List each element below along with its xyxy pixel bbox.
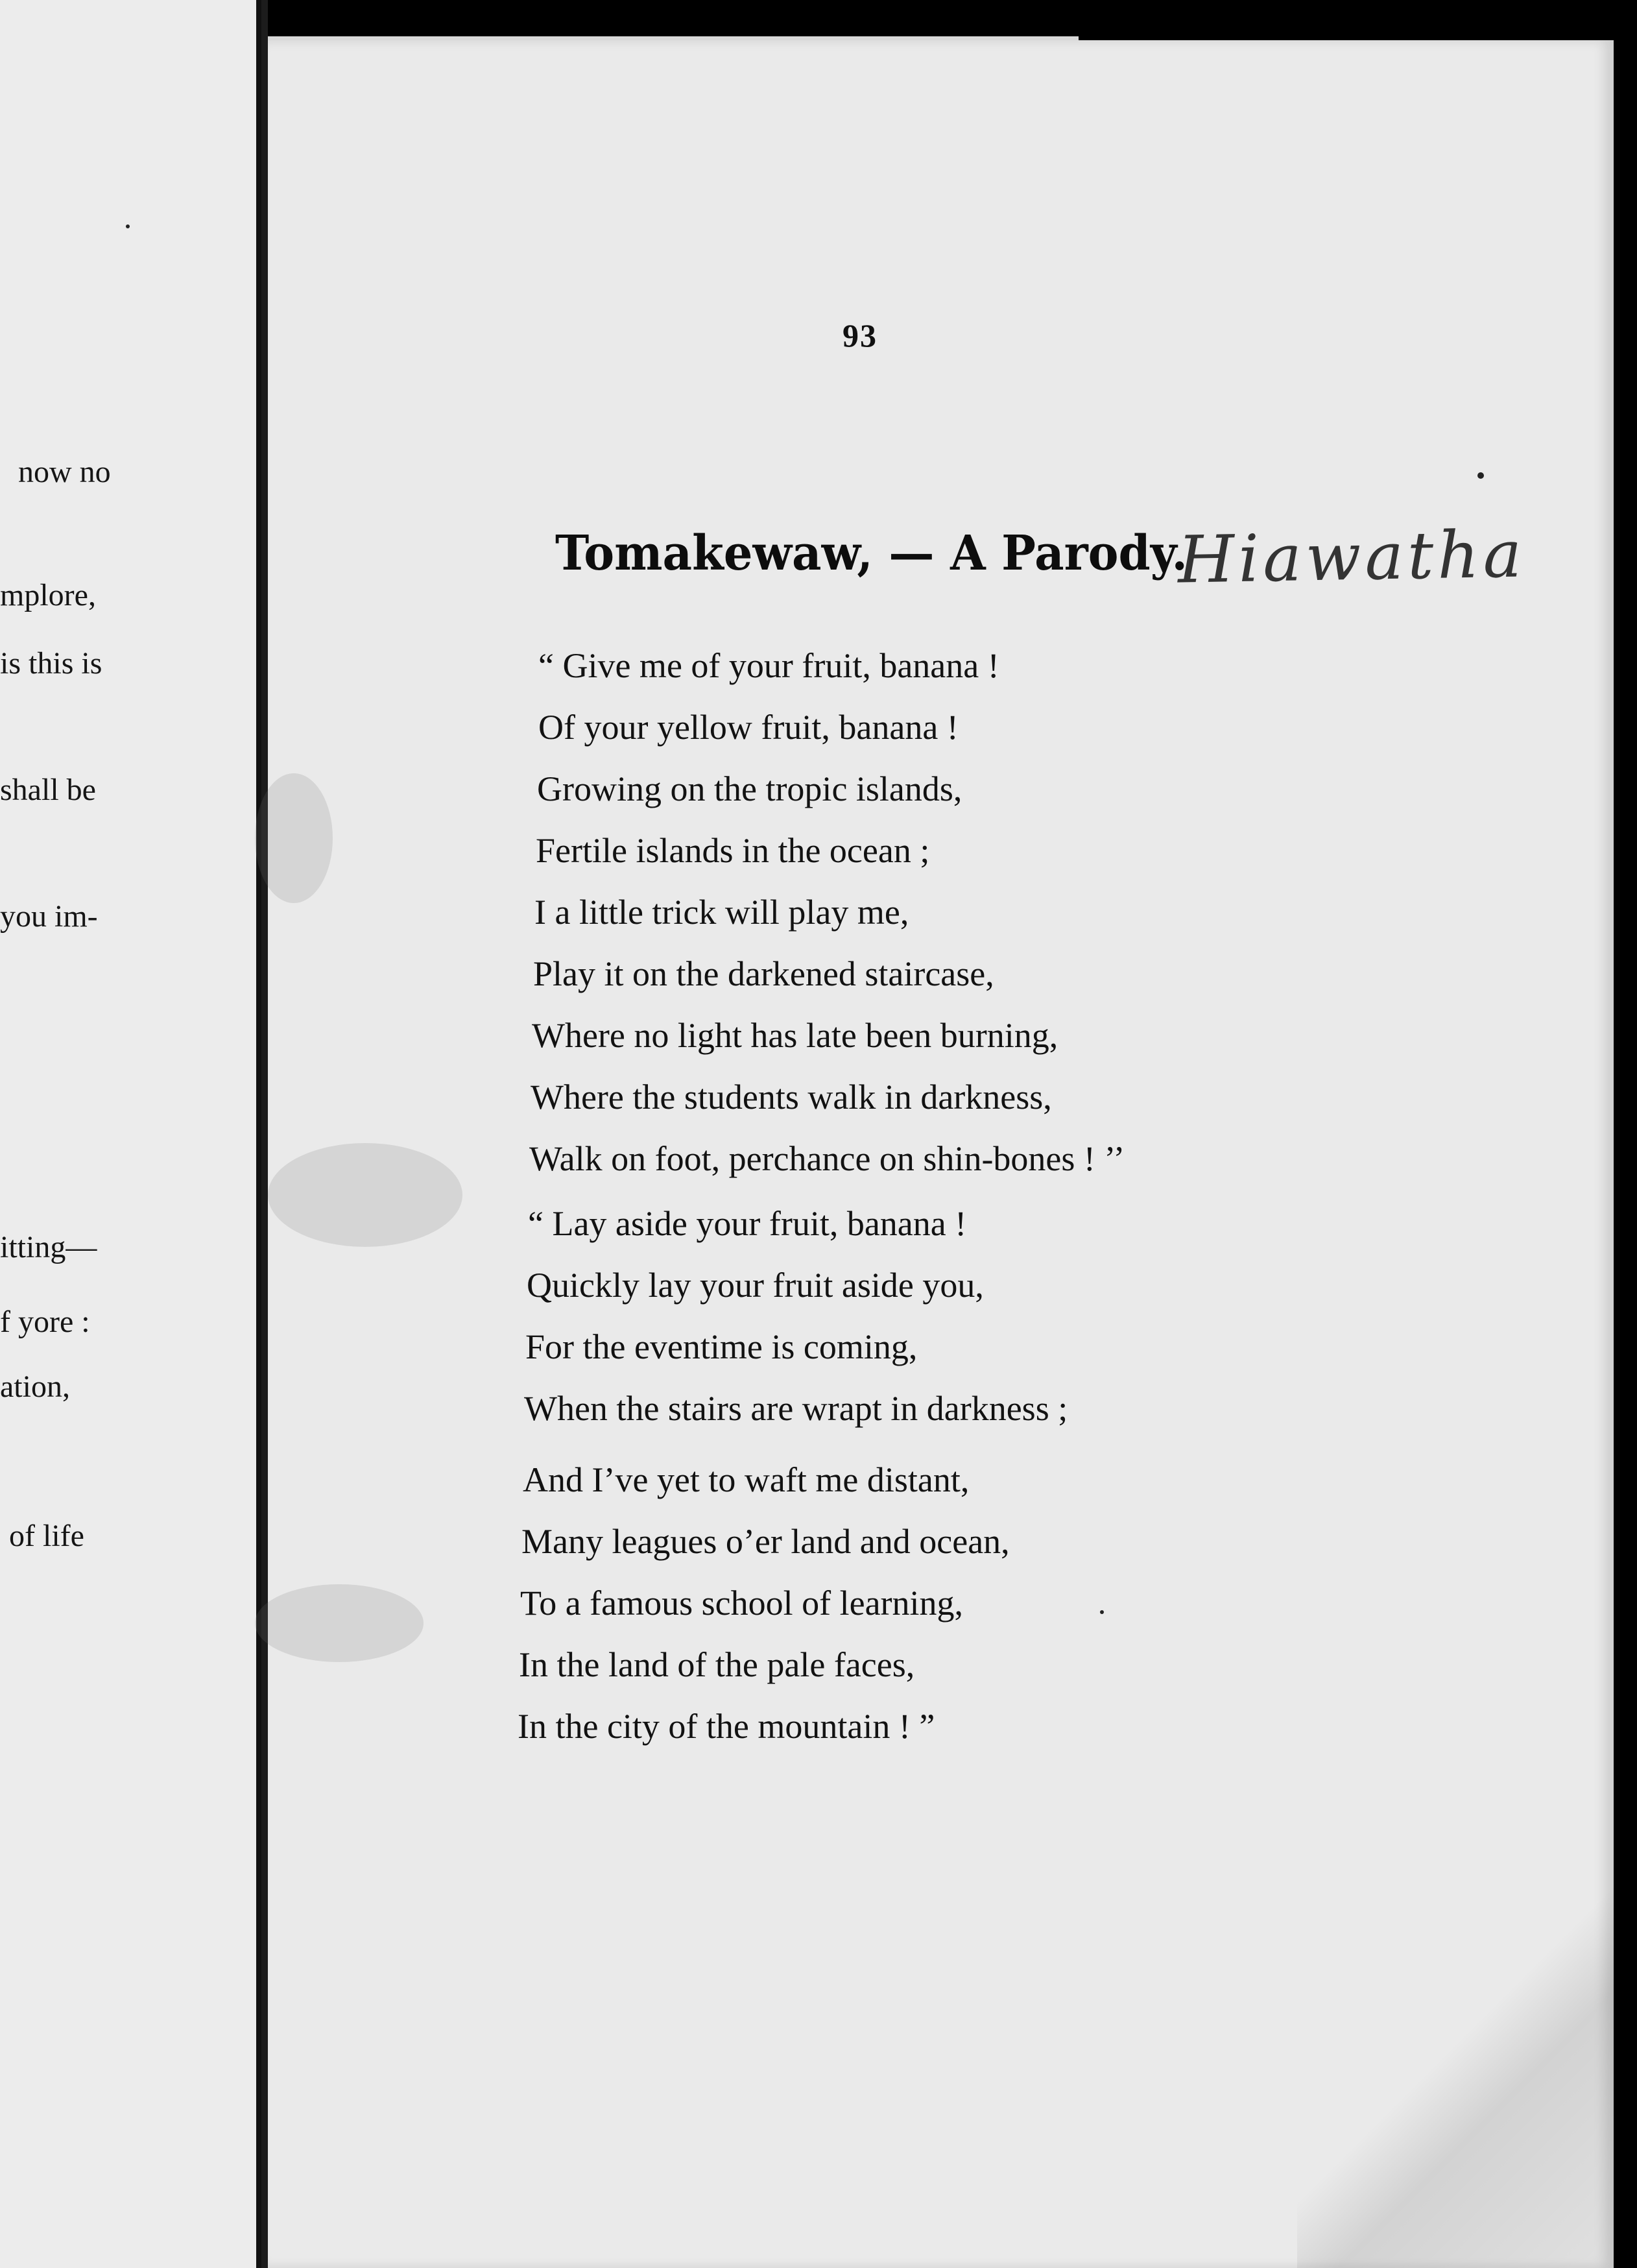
handwritten-annotation: Hiawatha [1177,516,1527,598]
poem-line: Quickly lay your fruit aside you, [527,1266,984,1305]
ink-speck [126,224,130,228]
poem-line: Many leagues o’er land and ocean, [521,1522,1010,1561]
left-page-line: is this is [0,646,102,681]
poem-line: In the city of the mountain ! ” [518,1707,935,1746]
left-page-line: you im- [0,899,98,934]
smudge-mark [255,773,333,903]
poem-line: Walk on foot, perchance on shin-bones ! ’’ [529,1139,1125,1178]
page-corner-fold [1297,1881,1621,2268]
left-page-line: f yore : [0,1305,90,1339]
smudge-mark [255,1584,424,1662]
poem-line: To a famous school of learning, [520,1584,964,1623]
left-page-line: itting— [0,1230,97,1264]
poem-line: In the land of the pale faces, [519,1645,915,1684]
poem-title: Tomakewaw, — A Parody. [555,525,1188,581]
smudge-mark [268,1143,462,1247]
page-number: 93 [842,317,878,354]
page-gutter [261,0,268,2268]
left-page-line: mplore, [0,578,96,612]
poem-line: Where no light has late been burning, [532,1016,1058,1055]
left-page-line: of life [9,1519,84,1553]
poem-line: For the eventime is coming, [525,1327,918,1366]
ink-speck [1100,1610,1104,1614]
left-page-line: shall be [0,773,96,807]
left-page-fragment [0,0,261,2268]
poem-line: I a little trick will play me, [534,893,909,932]
poem-line: Play it on the darkened staircase, [533,954,994,993]
ink-speck [1477,472,1484,479]
poem-line: “ Lay aside your fruit, banana ! [528,1204,967,1243]
poem-line: And I’ve yet to waft me distant, [523,1460,970,1499]
left-page-line: now no [18,455,111,489]
poem-line: Growing on the tropic islands, [537,769,962,808]
poem-line: “ Give me of your fruit, banana ! [538,646,999,685]
poem-line: Fertile islands in the ocean ; [536,831,930,870]
left-page-line: ation, [0,1369,70,1404]
poem-line: When the stairs are wrapt in darkness ; [524,1389,1068,1428]
poem-line: Of your yellow fruit, banana ! [538,708,959,747]
poem-line: Where the students walk in darkness, [531,1078,1052,1116]
